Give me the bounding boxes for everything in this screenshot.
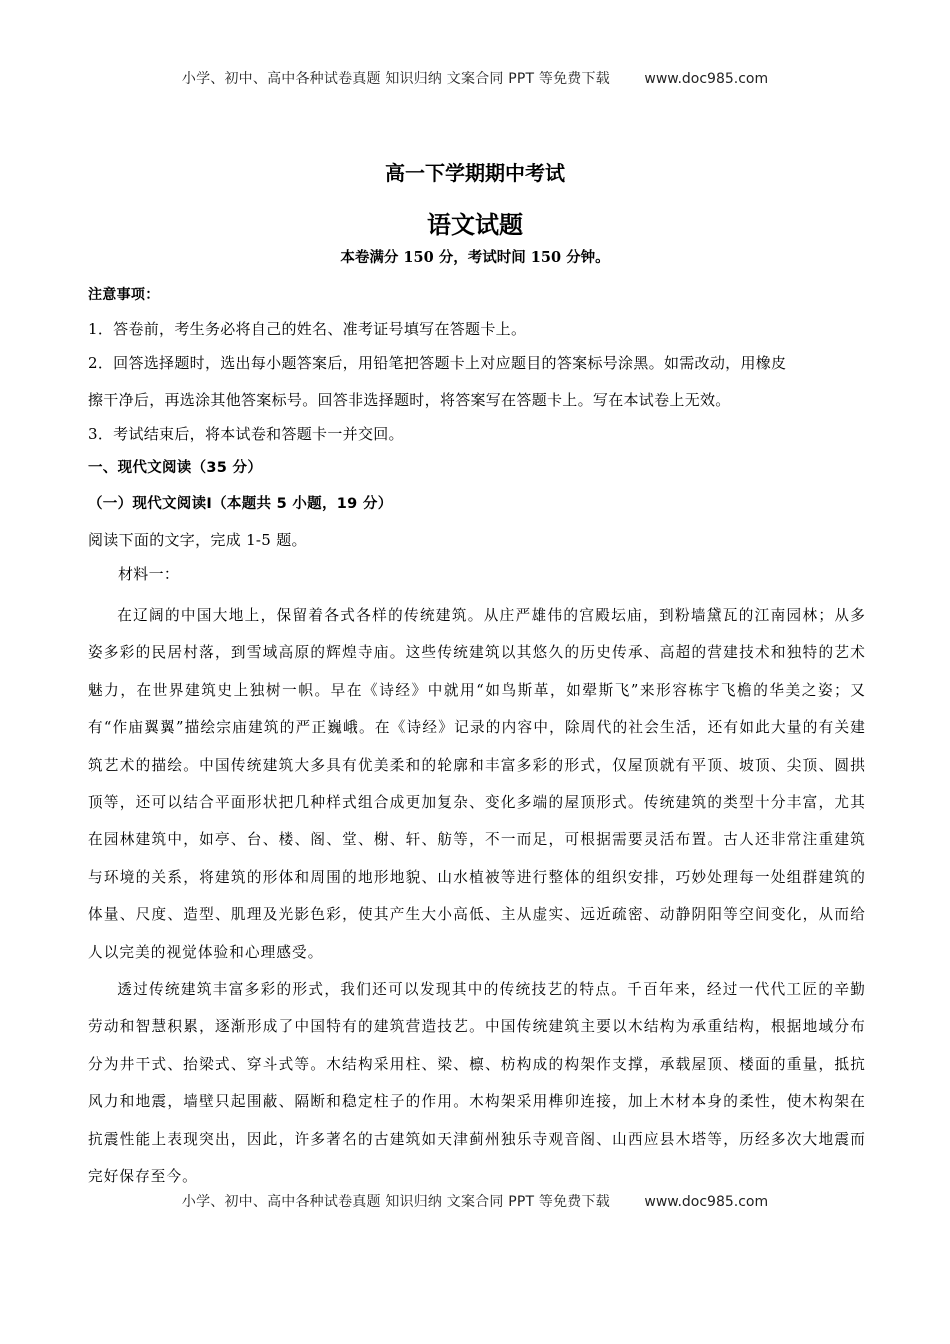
note-item: 3．考试结束后，将本试卷和答题卡一并交回。 [88,425,404,443]
section-heading: 一、现代文阅读（35 分） [88,460,263,476]
reading-instruction: 阅读下面的文字，完成 1-5 题。 [88,531,307,549]
footer-watermark [0,1191,950,1211]
passage-paragraph: 在辽阔的中国大地上，保留着各式各样的传统建筑。从庄严雄伟的宫殿坛庙，到粉墙黛瓦的江南园林；从多姿多彩的民居村落，到雪域高原的辉煌寺庙。这些传统建筑以其悠久的历史传承、高超的营建技术和独特的艺术魅力，在世界建筑史上独树一帜。早在《诗经》中就用“如鸟斯革，如翚斯飞”来形容栋宇飞檐的华美之姿；又有“作庙翼翼”描绘宗庙建筑的严正巍峨。在《诗经》记录的内容中，除周代的社会生活，还有如此大量的有关建筑艺术的描绘。中国传统建筑大多具有优美柔和的轮廓和丰富多彩的形式，仅屋顶就有平顶、坡顶、尖顶、圆拱顶等，还可以结合平面形状把几种样式组合成更加复杂、变化多端的屋顶形式。传统建筑的类型十分丰富，尤其在园林建筑中，如亭、台、楼、阁、堂、榭、轩、舫等，不一而足，可根据需要灵活布置。古人还非常注重建筑与环境的关系，将建筑的形体和周围的地形地貌、山水植被等进行整体的组织安排，巧妙处理每一处组群建筑的体量、尺度、造型、肌理及光影色彩，使其产生大小高低、主从虚实、远近疏密、动静阴阳等空间变化，从而给人以完美的视觉体验和心理感受。 [88,607,866,961]
exam-title: 高一下学期期中考试 [385,161,565,185]
exam-info: 本卷满分 150 分，考试时间 150 分钟。 [340,249,610,266]
header-watermark [0,68,950,88]
section-subheading: （一）现代文阅读Ⅰ（本题共 5 小题，19 分） [88,496,393,512]
note-item: 1．答卷前，考生务必将自己的姓名、准考证号填写在答题卡上。 [88,320,527,338]
note-item: 擦干净后，再选涂其他答案标号。回答非选择题时，将答案写在答题卡上。写在本试卷上无效。 [88,391,731,409]
notes-heading: 注意事项： [88,287,160,303]
watermark-text: 小学、初中、高中各种试卷真题 知识归纳 文案合同 PPT 等免费下载 [181,1194,610,1210]
exam-subject: 语文试题 [427,211,523,239]
watermark-text: 小学、初中、高中各种试卷真题 知识归纳 文案合同 PPT 等免费下载 [181,71,610,87]
material-label: 材料一： [118,565,180,583]
note-item: 2．回答选择题时，选出每小题答案后，用铅笔把答题卡上对应题目的答案标号涂黑。如需改动，用橡皮 [88,354,787,372]
passage-paragraph: 透过传统建筑丰富多彩的形式，我们还可以发现其中的传统技艺的特点。千百年来，经过一代代工匠的辛勤劳动和智慧积累，逐渐形成了中国特有的建筑营造技艺。中国传统建筑主要以木结构为承重结构，根据地域分布分为井干式、抬梁式、穿斗式等。木结构采用柱、梁、檩、枋构成的构架作支撑，承载屋顶、楼面的重量，抵抗风力和地震，墙壁只起围蔽、隔断和稳定柱子的作用。木构架采用榫卯连接，加上木材本身的柔性，使木构架在抗震性能上表现突出，因此，许多著名的古建筑如天津蓟州独乐寺观音阁、山西应县木塔等，历经多次大地震而完好保存至今。 [88,981,866,1186]
watermark-url[interactable]: www.doc985.com [644,71,769,87]
document-body [88,284,868,1196]
watermark-url[interactable]: www.doc985.com [644,1194,769,1210]
